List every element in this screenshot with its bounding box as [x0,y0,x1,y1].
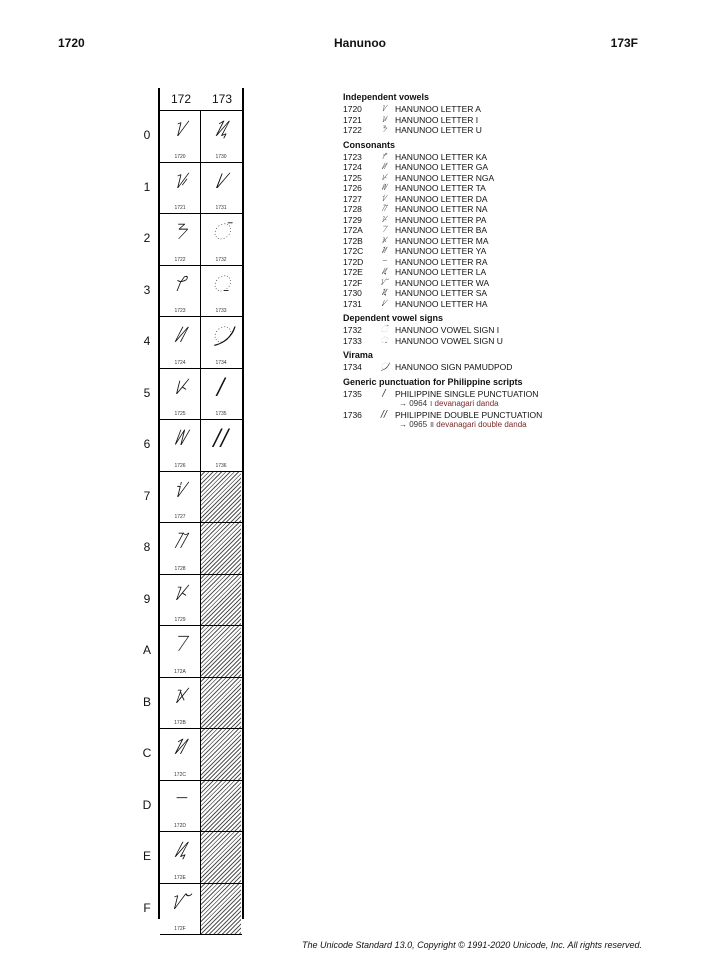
entry-code: 172E [343,267,363,277]
entry-code: 1734 [343,362,362,372]
code-point: 1726 [174,462,186,469]
glyph: ᜩ [174,580,186,606]
names-list [343,91,633,431]
glyph: ᜱ [215,168,227,194]
glyph-cell [160,111,200,162]
entry-glyph: ᜪ [381,225,387,235]
entry-name: HANUNOO VOWEL SIGN I [395,325,500,335]
row-label: E [142,849,151,863]
name-entry [343,194,633,205]
entry-code: 172D [343,256,364,267]
glyph-cell [160,369,200,420]
code-point: 1728 [174,565,186,572]
cross-reference [343,420,633,431]
entry-glyph: ᜱ [381,298,387,309]
code-point: 1736 [215,462,227,469]
chart-row [143,213,242,265]
row-label: 1 [143,179,151,194]
row-label: 3 [143,282,151,297]
name-entry [343,236,633,247]
entry-code: 172F [343,277,363,288]
glyph-cell [160,163,200,214]
chart-grid [142,110,242,935]
entry-glyph: ᜩ [381,214,387,225]
entry-code: 172B [343,235,363,246]
entry-name: HANUNOO LETTER BA [395,225,488,235]
entry-name: HANUNOO LETTER KA [395,151,488,162]
code-point: 1732 [215,256,227,263]
glyph-cell [160,523,200,574]
unassigned-cell [200,523,241,574]
entry-name: HANUNOO LETTER SA [395,288,488,298]
row-label: 8 [143,540,151,554]
glyph: ᜢ [174,220,186,245]
glyph: ᜨ [174,529,186,554]
cross-reference [343,399,633,410]
row-label: 9 [143,591,151,606]
entry-name: HANUNOO VOWEL SIGN U [395,335,503,346]
entry-code: 1728 [343,204,362,214]
name-entry [343,162,633,173]
glyph: ᜯ [171,889,189,915]
glyph-cell [160,214,200,265]
entry-glyph: ◌᜴ [380,362,388,372]
glyph: ᜫ [174,683,186,709]
glyph-cell [200,111,241,162]
entry-glyph: ᜯ [380,277,388,288]
unassigned-cell [200,729,241,780]
code-point: 172A [174,668,186,675]
entry-name: HANUNOO LETTER MA [395,235,489,246]
name-entry [343,410,633,421]
name-entry [343,336,633,347]
entry-name: HANUNOO LETTER A [395,104,481,114]
chart-row [143,883,242,936]
entry-code: 1723 [343,151,362,162]
entry-code: 172C [343,246,364,256]
entry-glyph: / [382,388,386,399]
chart-row [143,162,242,214]
unassigned-cell [200,832,241,883]
name-entry [343,278,633,289]
name-entry [343,115,633,126]
row-label: 6 [143,437,151,451]
chart-row [143,110,242,162]
name-entry [343,246,633,257]
entry-name: HANUNOO LETTER NA [395,204,488,214]
code-point: 1730 [215,153,227,160]
glyph: ᜣ [174,271,186,297]
row-label: 2 [143,231,151,245]
name-entry [343,225,633,236]
code-point: 1731 [215,205,227,211]
entry-glyph: ᜧ [381,193,387,204]
xref-text: devanagari danda [434,399,499,408]
glyph: ᜪ [174,632,186,657]
chart-row [142,780,242,832]
entry-name: HANUNOO LETTER HA [395,298,488,309]
section-heading: Generic punctuation for Philippine scripts [343,376,523,387]
entry-code: 1733 [343,335,362,346]
glyph: ᜧ [174,477,186,503]
entry-name: HANUNOO LETTER NGA [395,172,495,183]
entry-code: 1730 [343,288,362,298]
xref-mark: । [429,399,433,408]
chart-row [143,368,242,420]
row-label: D [142,797,152,812]
entry-code: 1725 [343,172,362,183]
glyph: ᜮ [174,838,186,863]
unassigned-cell [200,884,241,935]
entry-code: 1736 [343,409,362,420]
row-label: 5 [143,385,151,400]
entry-glyph: // [380,409,388,420]
entry-name: HANUNOO LETTER GA [395,162,489,172]
section-heading: Virama [343,350,373,360]
name-entry [343,325,633,336]
section-heading: Consonants [343,139,396,150]
code-point: 1724 [174,359,186,366]
row-label: A [142,643,151,657]
chart-row [143,265,242,317]
name-entry [343,267,633,278]
code-point: 1727 [174,514,186,520]
code-point: 1721 [174,205,186,211]
glyph: ᜥ [174,374,186,400]
name-entry [343,173,633,184]
code-point: 1735 [215,411,227,417]
entry-name: HANUNOO LETTER TA [395,183,486,193]
glyph-cell [200,369,241,420]
entry-code: 1731 [343,298,362,309]
section-heading: Independent vowels [343,92,430,102]
glyph-cell [160,317,200,368]
entry-code: 1724 [343,162,362,172]
chart-row [142,831,242,883]
entry-code: 1727 [343,193,362,204]
entry-glyph: ᜬ [381,246,387,256]
code-chart [142,88,242,932]
entry-glyph: ᜭ [381,256,387,267]
code-point: 1734 [215,359,227,366]
page-title: Hanunoo [334,36,386,50]
glyph-cell [160,472,200,523]
code-point: 172D [174,823,186,829]
name-entry [343,389,633,400]
entry-name: HANUNOO LETTER I [395,114,479,125]
entry-name: HANUNOO LETTER U [395,125,482,135]
glyph-cell [160,832,200,883]
name-entry [343,152,633,163]
glyph-cell [160,884,200,935]
code-point: 1723 [174,308,186,314]
glyph: ᜠ [174,117,186,142]
entry-code: 1729 [343,214,362,225]
xref-text: devanagari double danda [436,420,527,429]
chart-row [143,419,242,471]
range-start: 1720 [58,36,85,50]
glyph-cell [160,626,200,677]
unassigned-cell [200,626,241,677]
entry-glyph: ◌ᜲ [380,325,388,335]
entry-code: 1722 [343,125,362,135]
entry-name: HANUNOO LETTER DA [395,193,488,204]
name-entry [343,183,633,194]
code-point: 1733 [215,308,227,314]
chart-row [143,316,242,368]
name-entry [343,104,633,115]
code-point: 1720 [174,153,186,160]
unassigned-cell [200,678,241,729]
chart-row [142,677,242,729]
unassigned-cell [200,472,241,523]
entry-code: 1721 [343,114,362,125]
copyright-footer: The Unicode Standard 13.0, Copyright © 1991-2020 Unicode, Inc. All rights reserved. [302,940,642,950]
unassigned-cell [200,781,241,832]
entry-glyph: ᜫ [381,235,387,246]
glyph-cell [200,214,241,265]
column-header-173: 173 [211,92,233,106]
chart-row [143,471,242,523]
glyph: ᜤ [174,323,186,348]
glyph-cell [200,317,241,368]
glyph-cell [160,266,200,317]
glyph-cell [160,729,200,780]
glyph: // [213,426,229,451]
glyph: / [217,374,225,400]
name-entry [343,204,633,215]
code-point: 172B [174,720,186,726]
glyph: ◌ᜳ [212,271,230,297]
name-entry [343,299,633,310]
glyph-cell [160,575,200,626]
entry-name: PHILIPPINE DOUBLE PUNCTUATION [395,409,543,420]
glyph-cell [160,781,200,832]
entry-name: HANUNOO LETTER RA [395,256,488,267]
entry-glyph: ᜣ [381,151,387,162]
glyph: ᜦ [174,426,186,451]
name-entry [343,288,633,299]
entry-code: 1726 [343,183,362,193]
entry-glyph: ᜦ [381,183,387,193]
name-entry [343,125,633,136]
column-header-172: 172 [170,92,192,106]
chart-row [142,728,242,780]
entry-name: HANUNOO LETTER WA [395,277,490,288]
glyph: ᜭ [174,786,186,812]
entry-name: HANUNOO LETTER YA [395,246,487,256]
xref-mark: ॥ [429,420,435,429]
entry-glyph: ᜡ [381,114,387,125]
code-point: 1722 [174,256,186,263]
entry-glyph: ᜤ [381,162,387,172]
row-label: 0 [143,128,151,142]
entry-code: 1732 [343,325,362,335]
name-entry [343,257,633,268]
row-label: B [142,694,151,709]
code-point: 172C [174,771,186,778]
entry-glyph: ᜰ [381,288,387,298]
chart-row [143,522,242,574]
entry-name: HANUNOO LETTER PA [395,214,487,225]
row-label: 4 [143,334,151,348]
xref-code: → 0965 [399,420,428,429]
glyph-cell [160,420,200,471]
entry-code: 1735 [343,388,362,399]
range-end: 173F [610,36,638,50]
entry-code: 1720 [343,104,362,114]
code-point: 1729 [174,617,186,623]
row-label: F [143,900,151,915]
code-point: 172E [174,874,186,881]
glyph: ᜡ [174,168,186,194]
glyph: ᜰ [215,117,227,142]
entry-name: PHILIPPINE SINGLE PUNCTUATION [395,388,539,399]
entry-glyph: ᜮ [381,267,387,277]
glyph: ◌᜴ [212,323,230,348]
entry-glyph: ᜠ [381,104,387,114]
entry-code: 172A [343,225,363,235]
entry-glyph: ᜥ [381,172,387,183]
chart-row [143,574,242,626]
glyph: ◌ᜲ [212,220,230,245]
xref-code: → 0964 [399,399,428,408]
name-entry [343,362,633,373]
entry-glyph: ᜢ [381,125,387,135]
section-heading: Dependent vowel signs [343,313,444,323]
entry-glyph: ᜨ [381,204,387,214]
glyph-cell [200,420,241,471]
glyph-cell [160,678,200,729]
row-label: C [142,746,152,760]
entry-glyph: ◌ᜳ [380,335,388,346]
entry-name: HANUNOO LETTER LA [395,267,487,277]
name-entry [343,215,633,226]
chart-row [142,625,242,677]
glyph: ᜬ [174,735,186,760]
glyph-cell [200,266,241,317]
code-point: 172F [174,926,186,932]
code-point: 1725 [174,411,186,417]
entry-name: HANUNOO SIGN PAMUDPOD [395,362,513,372]
glyph-cell [200,163,241,214]
unassigned-cell [200,575,241,626]
row-label: 7 [143,488,151,503]
